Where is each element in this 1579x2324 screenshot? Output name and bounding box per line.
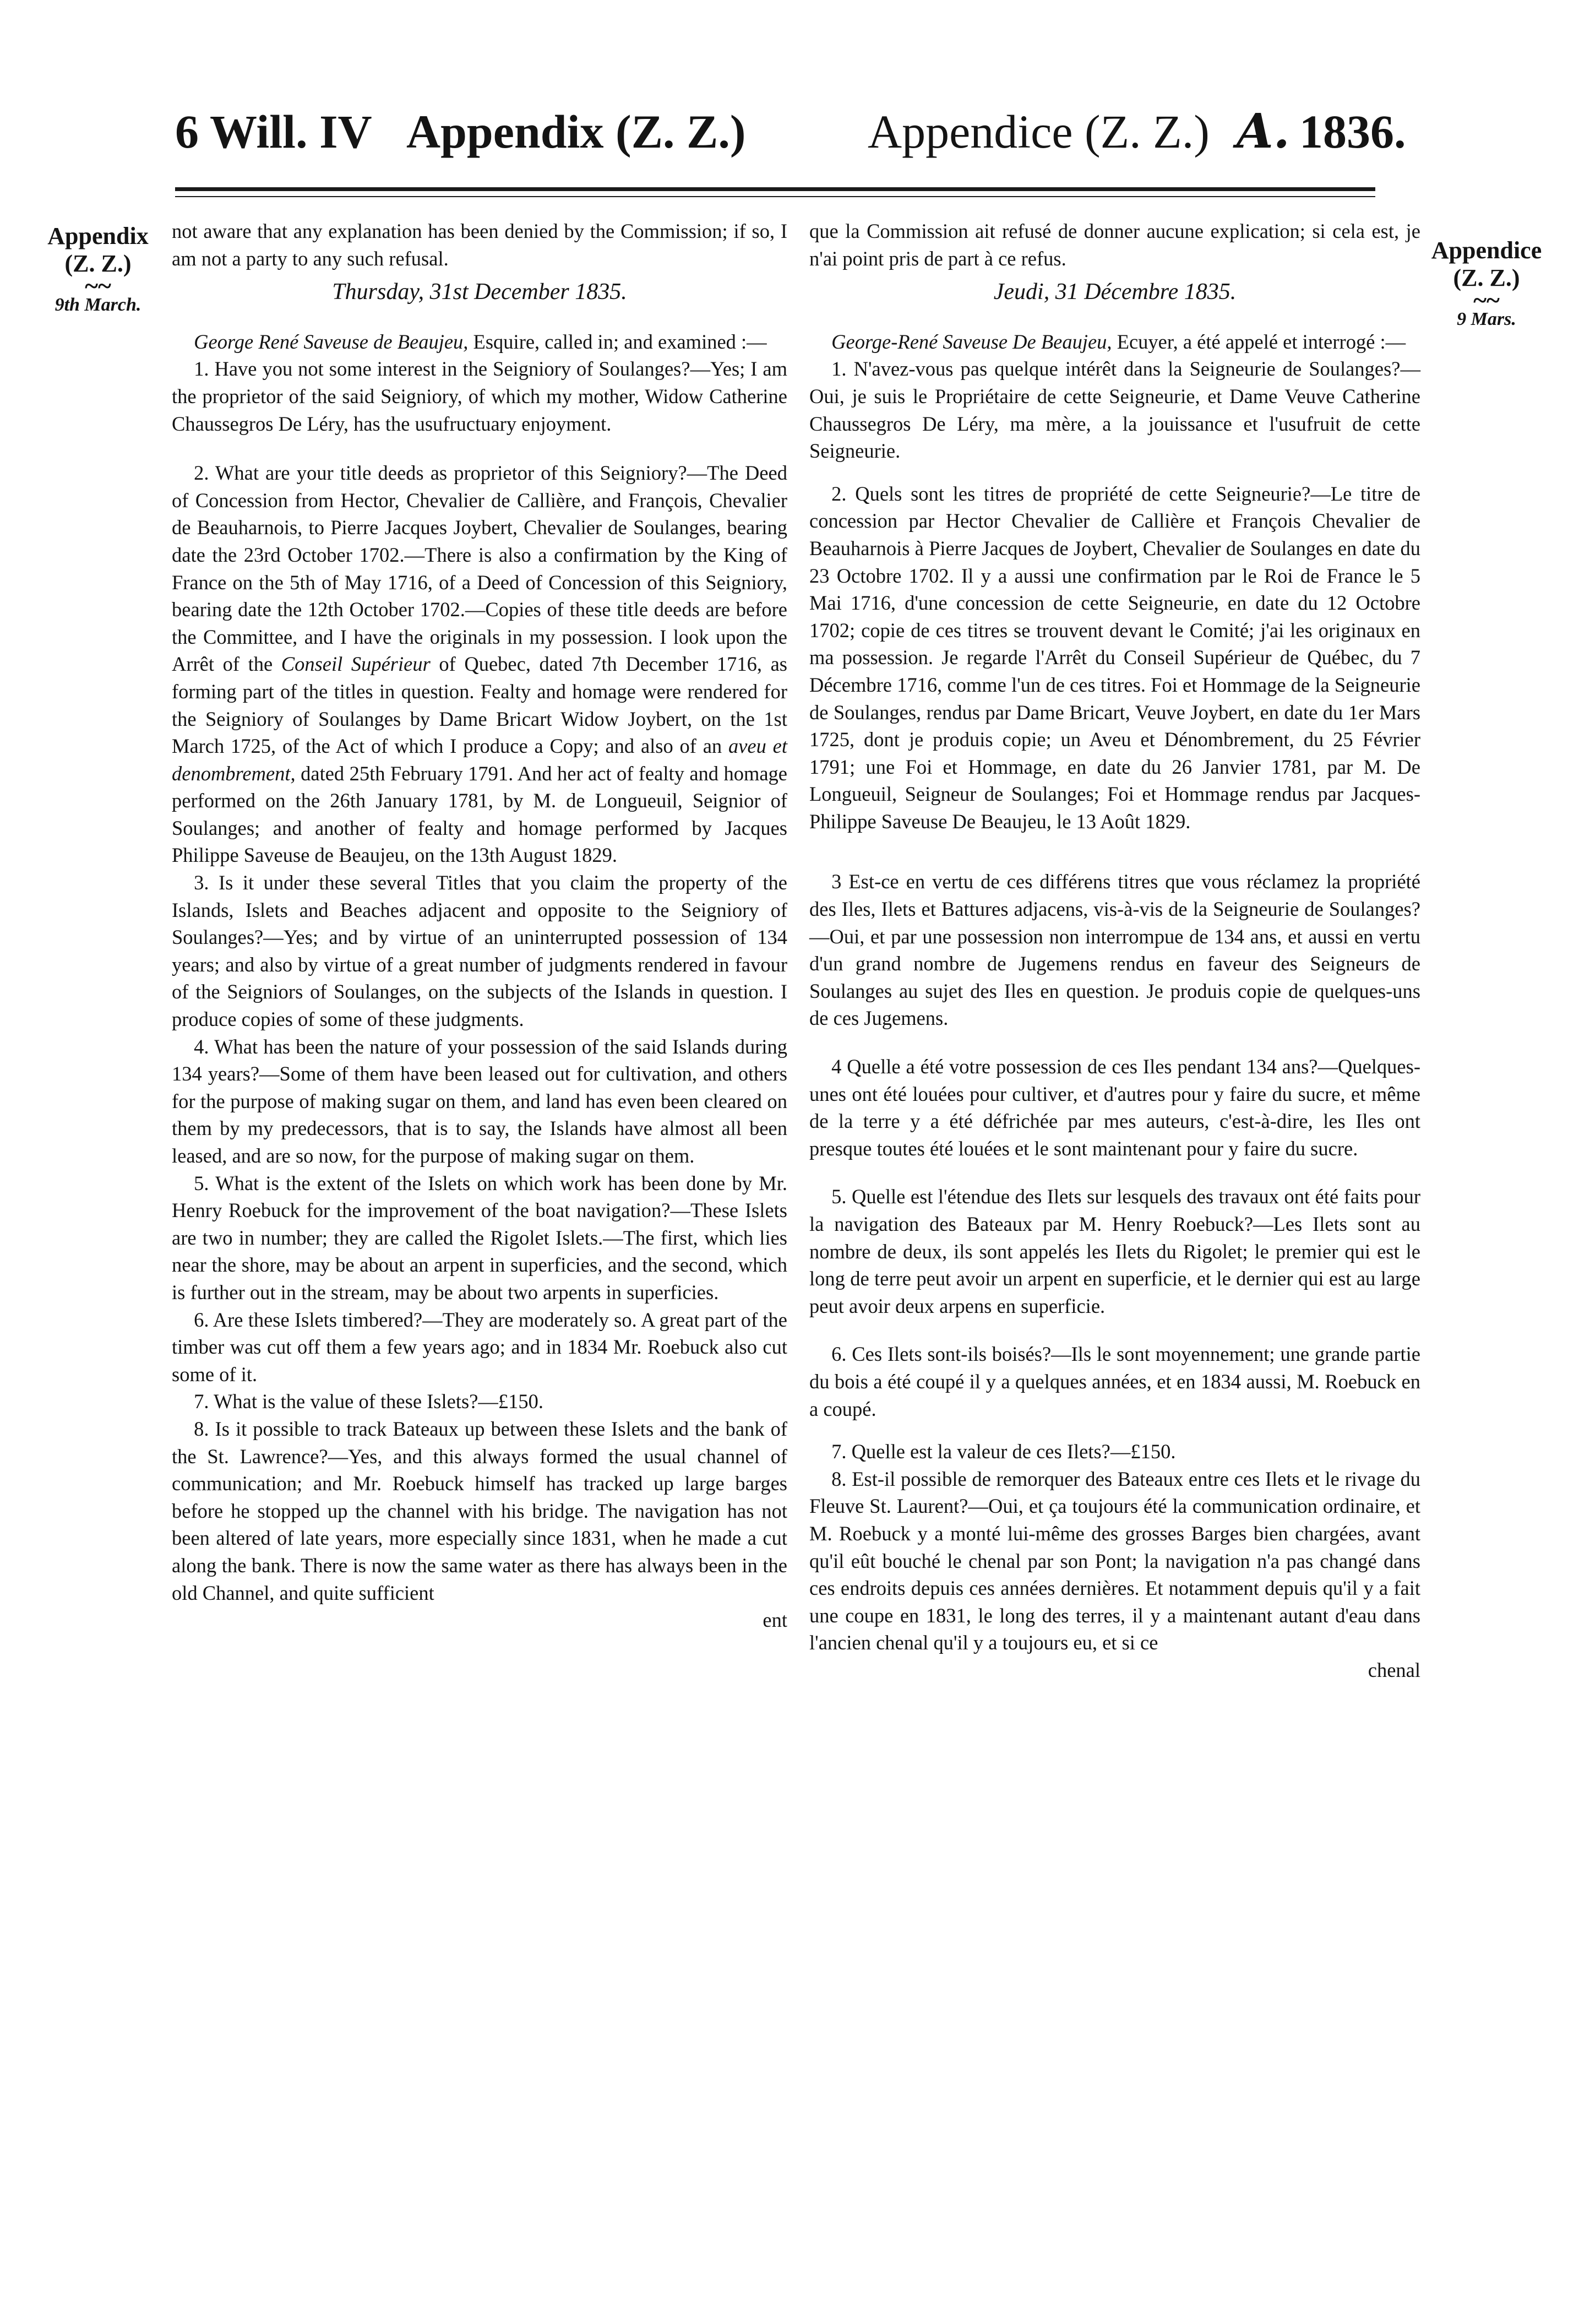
english-q8: 8. Is it possible to track Bateaux up between these Islets and the bank of the St. Lawrence?—Yes, and this always formed the usual channel of communication; and Mr. Roebuck himself has tracked up large barges before he stopped up the channel with his bridge. The navigation has not been altered of late years, more especially since 1831, when he made a cut along the bank. There is now the same water as there has always been in the old Channel, and quite sufficient xyxy=(172,1417,787,1604)
header-year-symbol: A. xyxy=(1237,104,1290,159)
english-catchword: ent xyxy=(763,1609,787,1632)
english-witness xyxy=(172,328,787,356)
header-appendix-en: Appendix (Z. Z.) xyxy=(406,105,746,158)
french-q4: 4 Quelle a été votre possession de ces Iles pendant 134 ans?—Quelques-unes ont été louées pour cultiver, et d'autres pour y faire du sucre, et même de la terre y a été défrichée par mes auteurs, c'est-à-dire, les Iles ont presque toutes été louées et le sont maintenant pour y faire du sucre. xyxy=(809,1055,1420,1160)
french-q1: 1. N'avez-vous pas quelque intérêt dans la Seigneurie de Soulanges?—Oui, je suis le Propriétaire de cette Seigneurie, et Dame Veuve Catherine Chaussegros De Léry, ma mère, a la jouissance et l'usufruit de cette Seigneurie. xyxy=(809,357,1420,463)
french-q7: 7. Quelle est la valeur de ces Ilets?—£150. xyxy=(831,1440,1176,1463)
french-witness-rest: Ecuyer, a été appelé et interrogé :— xyxy=(1117,330,1406,353)
french-q6: 6. Ces Ilets sont-ils boisés?—Ils le sont moyennement; une grande partie du bois a été coupé il y a quelques années, et en 1834 aussi, M. Roebuck en a coupé. xyxy=(809,1343,1420,1420)
margin-right-date: 9 Mars. xyxy=(1457,309,1516,329)
english-q5: 5. What is the extent of the Islets on which work has been done by Mr. Henry Roebuck for the improvement of the boat navigation?—These Islets are two in number; they are called the Rigolet Islets.—The first, which lies near the shore, may be about an arpent in superficies, and the second, which is further out in the stream, may be about two arpents in superficies. xyxy=(172,1171,787,1304)
margin-right-label: Appendice xyxy=(1431,237,1542,264)
margin-left-date: 9th March. xyxy=(55,295,141,315)
margin-right-swash: ~~ xyxy=(1473,286,1500,314)
french-witness-name: George-René Saveuse De Beaujeu, xyxy=(831,330,1112,353)
french-column xyxy=(809,218,1420,1684)
french-q2: 2. Quels sont les titres de propriété de cette Seigneurie?—Le titre de concession par Hector Chevalier de Callière et François Chevalier de Beauharnois à Pierre Jacques de Joybert, Chevalier de Soulanges en date du 23 Octobre 1702. Il y a aussi une confirmation par le Roi de France le 5 Mai 1716, d'une concession de cette Seigneurie, en date du 12 Octobre 1702; copie de ces titres se trouvent devant le Comité; j'ai les originaux en ma possession. Je regarde l'Arrêt du Conseil Supérieur de Québec, du 7 Décembre 1716, comme l'un de ces titres. Foi et Hommage de la Seigneurie de Soulanges, rendus par Dame Bricart, Veuve Joybert, en date du 1er Mars 1725, dont je produis copie; un Aveu et Dénombrement, du 25 Février 1791; une Foi et Hommage, en date du 26 Janvier 1781, par M. De Longueuil, Seigneur de Soulanges; Foi et Hommage rendus par Jacques-Philippe Saveuse De Beaujeu, le 13 Août 1829. xyxy=(809,482,1420,833)
english-column xyxy=(172,218,787,1634)
english-q4: 4. What has been the nature of your possession of the said Islands during 134 years?—Some of them have been leased out for cultivation, and others for the purpose of making sugar on them, and land has even been cleared on them by my predecessors, that is to say, the Islands have almost all been leased, and are so now, for the purpose of making sugar on them. xyxy=(172,1035,787,1167)
english-q1: 1. Have you not some interest in the Seigniory of Soulanges?—Yes; I am the proprietor of the said Seigniory, of which my mother, Widow Catherine Chaussegros De Léry, has the usufructuary enjoyment. xyxy=(172,357,787,435)
french-catchword: chenal xyxy=(1368,1658,1420,1681)
french-q5: 5. Quelle est l'étendue des Ilets sur lesquels des travaux ont été faits pour la navigation des Bateaux par M. Henry Roebuck?—Les Ilets sont au nombre de deux, ils sont appelés les Ilets du Rigolet; le premier qui est le long de terre peut avoir un arpent en superficie, et le dernier qui est au large peut avoir deux arpens en superficie. xyxy=(809,1185,1420,1317)
english-intro: not aware that any explanation has been denied by the Commission; if so, I am not a party to any such refusal. xyxy=(172,220,787,270)
english-q2-part-e: dated 25th February 1791. And her act of fealty and homage performed on the 26th January 1781, by M. de Longueuil, Seignior of Soulanges; and another of fealty and homage performed by Jacques Philippe Saveuse de Beaujeu, on the 13th August 1829. xyxy=(172,762,788,867)
english-q6: 6. Are these Islets timbered?—They are moderately so. A great part of the timber was cut off them a few years ago; and in 1834 Mr. Roebuck also cut some of it. xyxy=(172,1308,787,1386)
english-q3: 3. Is it under these several Titles that you claim the property of the Islands, Islets and Beaches adjacent and opposite to the Seigniory of Soulanges?—Yes; and by virtue of an uninterrupted possession of 134 years; and also by virtue of a great number of judgments rendered in favour of the Seigniors of Soulanges, on the subjects of the Islands in question. I produce copies of some of these judgments. xyxy=(172,871,787,1031)
margin-right-ref: (Z. Z.) xyxy=(1453,264,1520,291)
french-intro: que la Commission ait refusé de donner aucune explication; si cela est, je n'ai point pris de part à ce refus. xyxy=(809,220,1420,270)
english-q2 xyxy=(172,459,787,869)
english-q2-conseil: Conseil Supérieur xyxy=(281,653,431,676)
header-rule-thick xyxy=(175,187,1375,191)
english-witness-name: George René Saveuse de Beaujeu, xyxy=(194,330,469,353)
header-year: 1836. xyxy=(1299,105,1406,158)
margin-note-left xyxy=(32,222,164,316)
header-session: 6 Will. IV xyxy=(175,105,372,158)
english-q2-part-a: 2. What are your title deeds as proprietor of this Seigniory?—The Deed of Concession from Hector, Chevalier de Callière, and François, Chevalier de Beauharnois, to Pierre Jacques Joybert, Chevalier de Soulanges, bearing date the 23rd October 1702.—There is also a confirmation by the King of France on the 5th of May 1716, of a Deed of Concession of this Seigniory, bearing date the 12th October 1702.—Copies of these title deeds are before the Committee, and I have the originals in my possession. I look upon the Arrêt of the xyxy=(172,461,787,676)
english-q7: 7. What is the value of these Islets?—£150. xyxy=(194,1390,544,1413)
french-q3: 3 Est-ce en vertu de ces différens titres que vous réclamez la propriété des Iles, Ilets et Battures adjacens, vis-à-vis de la Seigneurie de Soulanges?—Oui, et par une possession non interrompue de 134 ans, et aussi en vertu d'un grand nombre de Jugemens rendus en faveur des Seigneurs de Soulanges au sujet des Iles en question. Je produis copie de quelques-uns de ces Jugemens. xyxy=(809,870,1420,1030)
english-q2-part-c: of Quebec, dated 7th December 1716, as forming part of the titles in question. Fealty and homage were rendered for the Seigniory of Soulanges by Dame Bricart Widow Joybert, on the 1st March 1725, of the Act of which I produce a Copy; and also of an xyxy=(172,653,788,758)
header-appendix-fr: Appendice (Z. Z.) xyxy=(868,105,1210,158)
english-q2-aveu: aveu et denombrement, xyxy=(172,735,788,785)
french-q8: 8. Est-il possible de remorquer des Bateaux entre ces Ilets et le rivage du Fleuve St. Laurent?—Oui, et ça toujours été la communication ordinaire, et M. Roebuck y a monté lui-même des grosses Barges bien chargées, avant qu'il eût bouché le chenal par son Pont; la navigation n'a pas changé dans ces endroits depuis ces années dernières. Et notamment depuis qu'il y a fait une coupe en 1831, le long des terres, il y a maintenant autant d'eau dans l'ancien chenal qu'il y a toujours eu, et si ce xyxy=(809,1467,1420,1654)
margin-left-ref: (Z. Z.) xyxy=(64,250,132,277)
french-date-heading: Jeudi, 31 Décembre 1835. xyxy=(993,279,1237,305)
english-date-heading: Thursday, 31st December 1835. xyxy=(332,279,627,305)
margin-note-right xyxy=(1415,237,1558,330)
margin-left-swash: ~~ xyxy=(85,272,111,300)
header-rule-thin xyxy=(175,196,1375,197)
english-witness-rest: Esquire, called in; and examined :— xyxy=(473,330,767,353)
margin-left-label: Appendix xyxy=(47,222,149,249)
french-witness xyxy=(809,328,1420,356)
